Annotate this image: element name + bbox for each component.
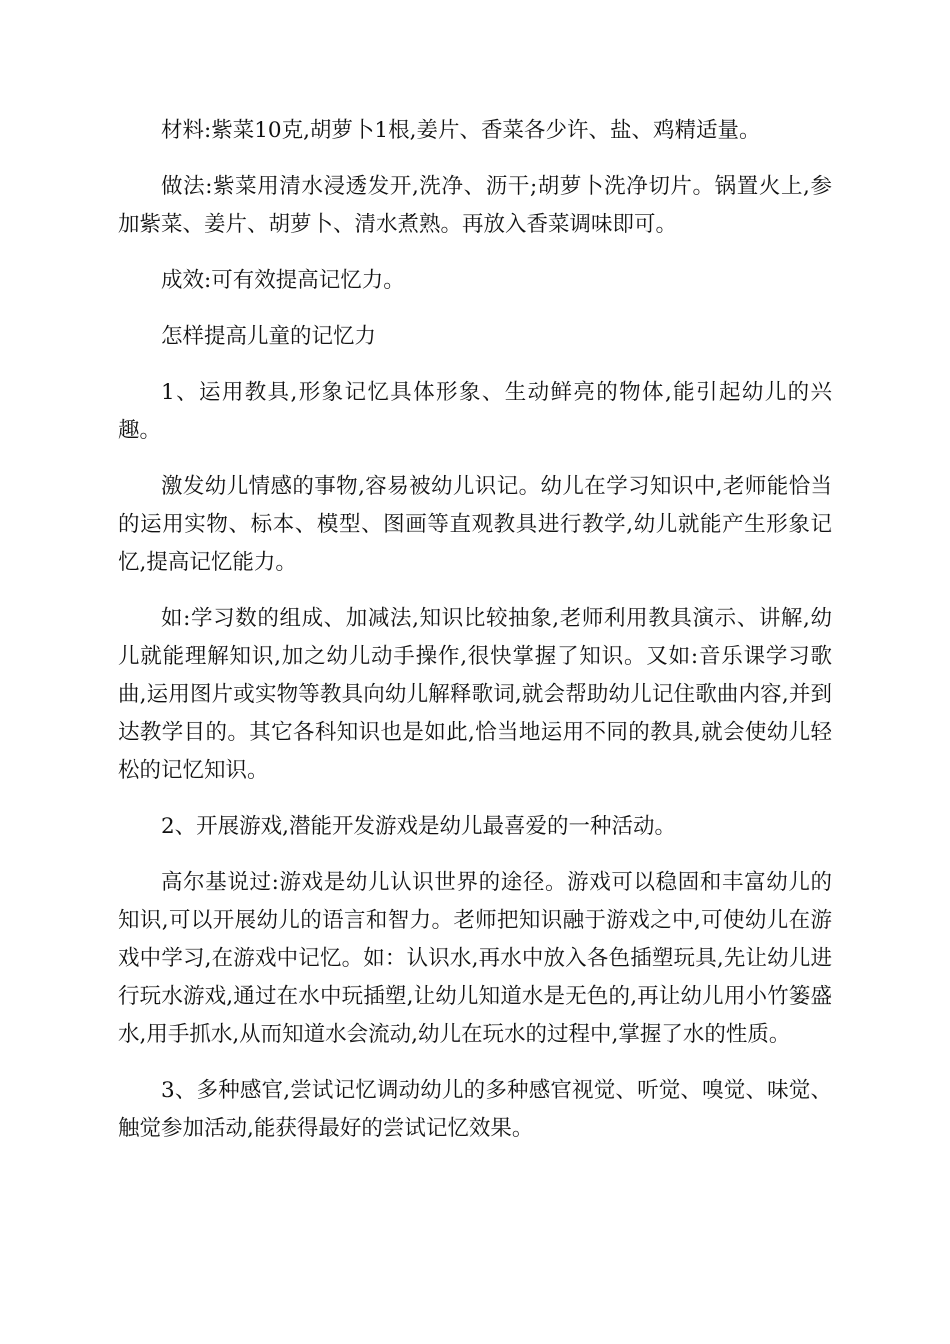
paragraph-materials: 材料:紫菜10克,胡萝卜1根,姜片、香菜各少许、盐、鸡精适量。 [161,118,761,143]
paragraph-effect: 成效:可有效提高记忆力。 [161,268,405,293]
paragraph-point-1-detail: 激发幼儿情感的事物,容易被幼儿识记。幼儿在学习知识中,老师能恰当的运用实物、标本、模型、图画等直观教具进行教学,幼儿就能产生形象记忆,提高记忆能力。 [118,474,832,575]
paragraph-point-2-detail: 高尔基说过:游戏是幼儿认识世界的途径。游戏可以稳固和丰富幼儿的知识,可以开展幼儿的语言和智力。老师把知识融于游戏之中,可使幼儿在游戏中学习,在游戏中记忆。如：认识水,再水中放入各色插塑玩具,先让幼儿进行玩水游戏,通过在水中玩插塑,让幼儿知道水是无色的,再让幼儿用小竹篓盛水,用手抓水,从而知道水会流动,幼儿在玩水的过程中,掌握了水的性质。 [118,870,832,1047]
paragraph-method: 做法:紫菜用清水浸透发开,洗净、沥干;胡萝卜洗净切片。锅置火上,参加紫菜、姜片、胡萝卜、清水煮熟。再放入香菜调味即可。 [118,174,832,237]
paragraph-point-1: 1、运用教具,形象记忆具体形象、生动鲜亮的物体,能引起幼儿的兴趣。 [118,380,832,443]
paragraph-point-3: 3、多种感官,尝试记忆调动幼儿的多种感官视觉、听觉、嗅觉、味觉、触觉参加活动,能获得最好的尝试记忆效果。 [118,1078,832,1141]
section-heading: 怎样提高儿童的记忆力 [161,324,377,349]
paragraph-point-2: 2、开展游戏,潜能开发游戏是幼儿最喜爱的一种活动。 [161,814,677,839]
paragraph-point-1-example: 如:学习数的组成、加减法,知识比较抽象,老师利用教具演示、讲解,幼儿就能理解知识,加之幼儿动手操作,很快掌握了知识。又如:音乐课学习歌曲,运用图片或实物等教具向幼儿解释歌词,就会帮助幼儿记住歌曲内容,并到达教学目的。其它各科知识也是如此,恰当地运用不同的教具,就会使幼儿轻松的记忆知识。 [118,606,832,783]
